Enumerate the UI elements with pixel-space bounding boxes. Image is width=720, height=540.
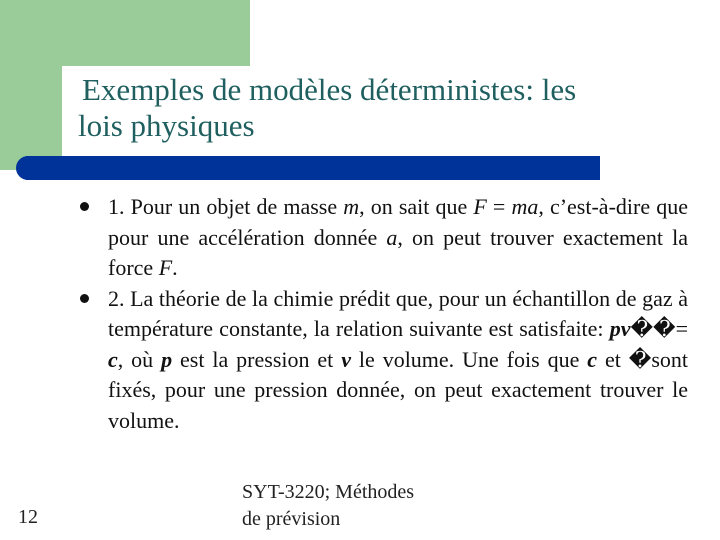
bullet-1-text-e: , on peut trouver exactement la force: [108, 224, 689, 280]
bullet-1-text-d: , c’est-à-dire que pour une accélération donnée: [108, 194, 688, 250]
bullet-2-text-b: =: [675, 316, 688, 341]
slide-title-line-2: lois physiques: [78, 108, 255, 143]
bullet-1-var-a: a: [386, 224, 398, 250]
divider-bar: [26, 156, 600, 180]
slide-title-line-1: Exemples de modèles déterministes: les: [82, 72, 577, 107]
bullet-2-var-p: p: [161, 346, 173, 372]
bullet-1-var-f: F: [473, 194, 487, 219]
bullet-text-2: [108, 284, 688, 437]
bullet-dot: [80, 202, 89, 211]
missing-glyph-icon: ��: [630, 316, 676, 341]
bullet-2-text-g: sont fixés, pour une pression donnée, on peut exactement trouver le volume.: [108, 346, 688, 433]
bullet-2-var-v: v: [341, 346, 351, 372]
bullet-item-1: [80, 192, 688, 284]
slide-footer: [242, 479, 414, 533]
page-number: 12: [18, 506, 38, 528]
missing-glyph-icon: �: [628, 346, 652, 372]
bullet-1-var-ma: ma: [511, 194, 539, 219]
bullet-2-var-c2: c: [587, 346, 598, 372]
footer-line-2: de prévision: [242, 508, 341, 530]
bullet-dot: [80, 294, 89, 303]
bullet-2-text-e: le volume. Une fois que: [350, 346, 588, 372]
bullet-1-text-c: =: [486, 194, 512, 219]
bullet-1-text-a: 1. Pour un objet de masse: [108, 194, 344, 219]
bullet-1-var-f2: F: [158, 255, 173, 280]
title-divider: [16, 156, 600, 180]
slide-title: [78, 72, 708, 144]
bullet-item-2: [80, 284, 688, 437]
bullet-1-var-m: m: [343, 194, 360, 219]
footer-line-1: SYT-3220; Méthodes: [242, 481, 415, 503]
bullet-2-text-d: est la pression et: [172, 346, 342, 372]
bullet-1-text-f: .: [172, 255, 178, 280]
bullet-list: [80, 192, 688, 436]
bullet-text-1: [108, 192, 688, 284]
bullet-2-var-c: c: [108, 346, 118, 372]
bullet-2-text-a: 2. La théorie de la chimie prédit que, pour un échantillon de gaz à température constante, la relation suivante est satisfaite:: [108, 285, 688, 341]
bullet-1-text-b: , on sait que: [359, 194, 474, 219]
bullet-2-text-f: et: [597, 346, 629, 372]
bullet-2-var-pv: pv: [609, 316, 631, 341]
bullet-2-text-c: , où: [117, 346, 162, 372]
